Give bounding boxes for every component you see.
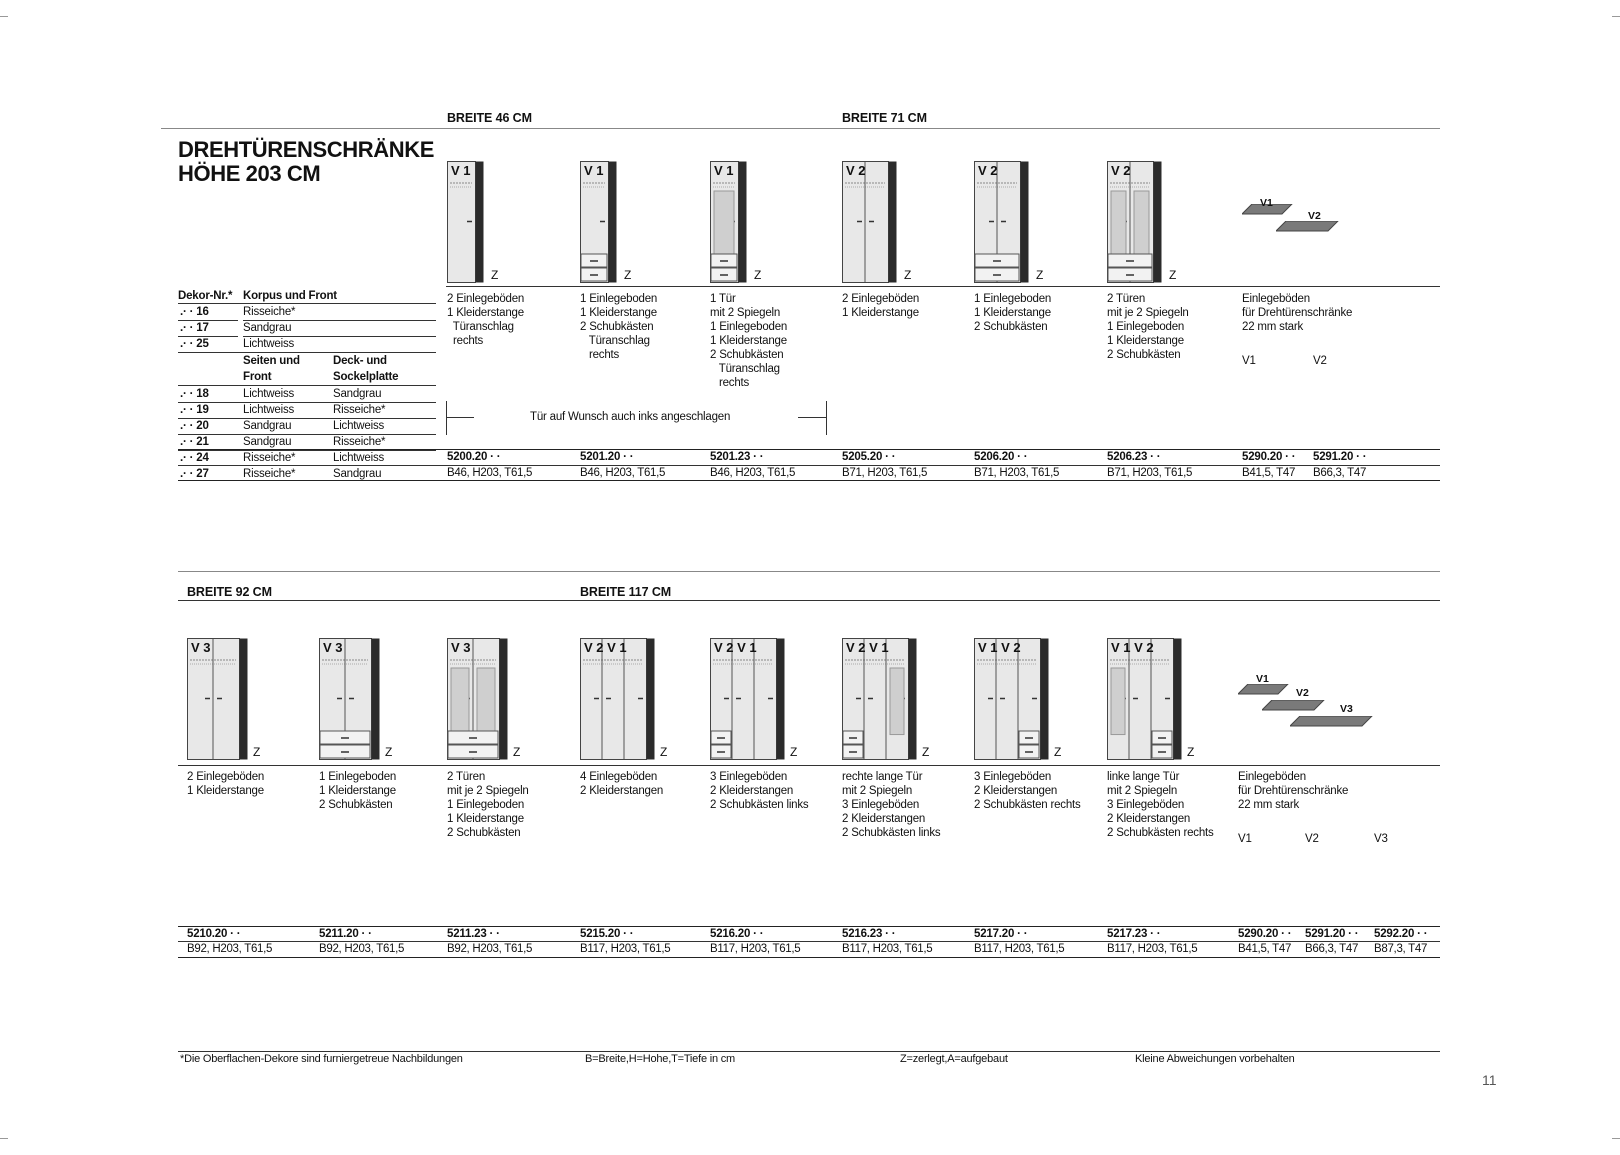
z-mark: Z <box>385 745 393 759</box>
description-line: 2 Kleiderstangen <box>842 813 926 825</box>
article-number: 5201.23 · · <box>710 451 764 463</box>
cabinet-v-label: V 2 V 1 <box>714 640 757 655</box>
description-line: 1 Tür <box>710 293 736 305</box>
wardrobe-illustration <box>580 161 628 284</box>
cabinet-side <box>647 639 655 760</box>
dekor-deck-sockel: Risseiche* <box>333 436 386 448</box>
shelf-variant-label: V3 <box>1374 833 1388 845</box>
dimensions: B71, H203, T61,5 <box>842 467 928 479</box>
dekor-number: .· · 24 <box>180 452 209 464</box>
description-line: 2 Kleiderstangen <box>1107 813 1191 825</box>
footer-divider <box>178 1051 1440 1052</box>
cabinet-side <box>777 639 785 760</box>
article-number: 5217.20 · · <box>974 928 1028 940</box>
divider <box>178 418 436 419</box>
wardrobe-illustration <box>710 161 758 284</box>
dekor-deck-sockel: Lichtweiss <box>333 452 385 464</box>
crop-mark <box>0 1138 8 1139</box>
description-line: 1 Kleiderstange <box>842 307 919 319</box>
article-number: 5211.23 · · <box>447 928 500 940</box>
dekor-deck-sockel: Risseiche* <box>333 404 386 416</box>
dimensions: B46, H203, T61,5 <box>710 467 796 479</box>
page-title: DREHTÜRENSCHRÄNKE HÖHE 203 CM <box>178 137 434 186</box>
description-line: 2 Schubkästen links <box>710 799 809 811</box>
z-mark: Z <box>513 745 521 759</box>
description-line: rechts <box>580 349 620 361</box>
bracket-left-line <box>446 417 474 418</box>
divider <box>161 128 1440 129</box>
item-description <box>447 770 529 840</box>
description-line: 22 mm stark <box>1242 321 1304 333</box>
cabinet-side <box>500 639 508 760</box>
breite-92-label: BREITE 92 CM <box>187 585 272 599</box>
description-line: 1 Kleiderstange <box>319 785 396 797</box>
cabinet-v-label: V 1 V 2 <box>1111 640 1154 655</box>
divider <box>178 434 436 435</box>
dekor-number: .· · 19 <box>180 404 209 416</box>
cabinet-v-label: V 2 <box>846 163 866 178</box>
description-line: Einlegeböden <box>1242 293 1310 305</box>
description-line: 3 Einlegeböden <box>842 799 920 811</box>
dekor-number: .· · 25 <box>180 338 209 350</box>
z-mark: Z <box>624 268 632 282</box>
mirror-panel <box>1111 668 1125 735</box>
item-description <box>1107 292 1189 362</box>
cabinet-v-label: V 3 <box>191 640 211 655</box>
description-line: 1 Einlegeboden <box>580 293 658 305</box>
shelf-variant-label: V1 <box>1238 833 1252 845</box>
mirror-panel <box>1111 191 1126 258</box>
dekor-side-front: Risseiche* <box>243 452 296 464</box>
divider <box>178 926 1440 927</box>
description-line: mit 2 Spiegeln <box>710 307 781 319</box>
item-description <box>580 770 663 798</box>
z-mark: Z <box>253 745 261 759</box>
wardrobe-illustration <box>974 161 1040 284</box>
shelf-description <box>1238 770 1348 812</box>
divider <box>178 765 1440 766</box>
divider <box>178 957 1440 958</box>
description-line: 2 Schubkästen <box>447 827 521 839</box>
item-description <box>710 770 808 812</box>
article-number: 5201.20 · · <box>580 451 634 463</box>
bracket-right <box>826 401 827 435</box>
divider <box>178 480 1440 481</box>
article-number: 5216.20 · · <box>710 928 764 940</box>
wardrobe-illustration <box>319 638 391 761</box>
description-line: 1 Kleiderstange <box>580 307 657 319</box>
cabinet-v-label: V 2 V 1 <box>846 640 889 655</box>
cabinet-v-label: V 2 <box>978 163 998 178</box>
dimensions: B46, H203, T61,5 <box>447 467 533 479</box>
description-line: 2 Türen <box>1107 293 1146 305</box>
dekor-side-front: Risseiche* <box>243 468 296 480</box>
description-line: Einlegeböden <box>1238 771 1306 783</box>
dekor-name: Sandgrau <box>243 322 292 334</box>
breite-71-label: BREITE 71 CM <box>842 111 927 125</box>
dimensions: B117, H203, T61,5 <box>842 943 933 955</box>
shelf-plate-shape <box>1238 684 1288 694</box>
cabinet-v-label: V 3 <box>451 640 471 655</box>
shelf-plate-shape <box>1290 716 1372 726</box>
mirror-panel <box>714 191 734 258</box>
shelf-plate-3 <box>1290 716 1382 730</box>
breite-117-label: BREITE 117 CM <box>580 585 672 599</box>
wardrobe-illustration <box>710 638 796 761</box>
article-number: 5210.20 · · <box>187 928 241 940</box>
divider <box>178 450 436 451</box>
description-line: 1 Einlegeboden <box>710 321 788 333</box>
description-line: Türanschlag <box>580 335 650 347</box>
divider <box>178 941 1440 942</box>
shelf-label-1: V1 <box>1256 673 1269 685</box>
mirror-panel <box>451 668 469 735</box>
dekor-subheader: Front <box>243 371 272 383</box>
bracket-right-line <box>798 417 826 418</box>
cabinet-v-label: V 3 <box>323 640 343 655</box>
cabinet-v-label: V 1 <box>451 163 471 178</box>
cabinet-v-label: V 2 <box>1111 163 1131 178</box>
divider <box>178 336 238 337</box>
cabinet-v-label: V 1 V 2 <box>978 640 1021 655</box>
cabinet-side <box>372 639 380 760</box>
dimensions: B66,3, T47 <box>1305 943 1359 955</box>
divider <box>243 336 436 337</box>
dimensions: B117, H203, T61,5 <box>974 943 1065 955</box>
dekor-number: .· · 16 <box>180 306 209 318</box>
description-line: für Drehtürenschränke <box>1238 785 1349 797</box>
article-number: 5215.20 · · <box>580 928 634 940</box>
z-mark: Z <box>1169 268 1177 282</box>
divider <box>178 320 238 321</box>
article-number: 5290.20 · · <box>1242 451 1296 463</box>
z-mark: Z <box>922 745 930 759</box>
footer-note-abbreviations: B=Breite,H=Hohe,T=Tiefe in cm <box>585 1053 735 1065</box>
dekor-subheader: Deck- und <box>333 355 387 367</box>
dekor-side-front: Lichtweiss <box>243 388 295 400</box>
description-line: 1 Kleiderstange <box>974 307 1051 319</box>
divider <box>178 352 436 353</box>
description-line: 22 mm stark <box>1238 799 1300 811</box>
description-line: 2 Schubkästen <box>974 321 1048 333</box>
description-line: 2 Einlegeböden <box>187 771 265 783</box>
wardrobe-illustration <box>447 638 519 761</box>
wardrobe-illustration <box>187 638 259 761</box>
description-line: Türanschlag <box>447 321 514 333</box>
article-number: 5205.20 · · <box>842 451 896 463</box>
article-number: 5216.23 · · <box>842 928 896 940</box>
wardrobe-illustration <box>842 161 908 284</box>
dimensions: B71, H203, T61,5 <box>1107 467 1193 479</box>
cabinet-v-label: V 1 <box>714 163 734 178</box>
dekor-name: Lichtweiss <box>243 338 295 350</box>
description-line: 3 Einlegeböden <box>710 771 788 783</box>
z-mark: Z <box>660 745 668 759</box>
z-mark: Z <box>790 745 798 759</box>
description-line: rechte lange Tür <box>842 771 923 783</box>
footer-note-zerlegt: Z=zerlegt,A=aufgebaut <box>900 1053 1008 1065</box>
divider <box>178 303 436 304</box>
dimensions: B117, H203, T61,5 <box>1107 943 1198 955</box>
description-line: 2 Kleiderstangen <box>974 785 1058 797</box>
shelf-variant-label: V2 <box>1313 355 1327 367</box>
description-line: 1 Kleiderstange <box>447 307 524 319</box>
dekor-number: .· · 17 <box>180 322 209 334</box>
dekor-number: .· · 21 <box>180 436 209 448</box>
article-number: 5206.20 · · <box>974 451 1028 463</box>
cabinet-side <box>476 162 484 283</box>
dekor-subheader: Sockelplatte <box>333 371 399 383</box>
shelf-label-2: V2 <box>1296 687 1309 699</box>
cabinet-front <box>581 639 647 760</box>
door-note: Tür auf Wunsch auch inks angeschlagen <box>530 411 731 423</box>
dekor-deck-sockel: Sandgrau <box>333 388 382 400</box>
mirror-panel <box>1134 191 1149 258</box>
article-number: 5290.20 · · <box>1238 928 1292 940</box>
z-mark: Z <box>904 268 912 282</box>
wardrobe-illustration <box>974 638 1060 761</box>
footer-note-abweichungen: Kleine Abweichungen vorbehalten <box>1135 1053 1295 1065</box>
cabinet-side <box>739 162 747 283</box>
shelf-plate-shape <box>1262 700 1324 710</box>
bracket-left <box>446 401 447 435</box>
item-description <box>974 292 1051 334</box>
divider <box>178 402 436 403</box>
cabinet-side <box>1041 639 1049 760</box>
description-line: 2 Einlegeböden <box>842 293 920 305</box>
mirror-panel <box>890 668 904 735</box>
description-line: rechts <box>447 335 484 347</box>
wardrobe-illustration <box>842 638 928 761</box>
divider <box>178 600 1440 601</box>
description-line: 1 Einlegeboden <box>319 771 397 783</box>
divider <box>178 385 436 386</box>
divider <box>178 449 1440 450</box>
dekor-side-front: Sandgrau <box>243 436 292 448</box>
article-number: 5291.20 · · <box>1313 451 1367 463</box>
description-line: 4 Einlegeböden <box>580 771 658 783</box>
dimensions: B117, H203, T61,5 <box>580 943 671 955</box>
shelf-variant-label: V1 <box>1242 355 1256 367</box>
description-line: 2 Schubkästen links <box>842 827 941 839</box>
divider <box>178 571 1440 572</box>
divider <box>178 465 1440 466</box>
page-number: 11 <box>1482 1072 1497 1088</box>
description-line: 1 Kleiderstange <box>710 335 787 347</box>
dimensions: B71, H203, T61,5 <box>974 467 1060 479</box>
z-mark: Z <box>1036 268 1044 282</box>
shelf-plate-2 <box>1262 700 1334 714</box>
description-line: mit je 2 Spiegeln <box>447 785 529 797</box>
dimensions: B92, H203, T61,5 <box>447 943 533 955</box>
description-line: 2 Kleiderstangen <box>580 785 664 797</box>
dekor-number: .· · 20 <box>180 420 209 432</box>
dimensions: B41,5, T47 <box>1242 467 1296 479</box>
description-line: rechts <box>710 377 750 389</box>
dekor-side-front: Lichtweiss <box>243 404 295 416</box>
description-line: 3 Einlegeböden <box>1107 799 1185 811</box>
cabinet-side <box>240 639 248 760</box>
shelf-variant-label: V2 <box>1305 833 1319 845</box>
description-line: 2 Schubkästen rechts <box>974 799 1081 811</box>
description-line: 1 Einlegeboden <box>974 293 1052 305</box>
divider <box>446 286 1440 287</box>
article-number: 5217.23 · · <box>1107 928 1161 940</box>
dekor-deck-sockel: Lichtweiss <box>333 420 385 432</box>
cabinet-side <box>1021 162 1029 283</box>
dekor-header-nr: Dekor-Nr.* <box>178 290 233 302</box>
cabinet-side <box>609 162 617 283</box>
cabinet-side <box>909 639 917 760</box>
description-line: 2 Schubkästen <box>710 349 784 361</box>
article-number: 5291.20 · · <box>1305 928 1359 940</box>
divider <box>243 320 436 321</box>
crop-mark <box>0 16 8 17</box>
description-line: für Drehtürenschränke <box>1242 307 1353 319</box>
dekor-number: .· · 27 <box>180 468 209 480</box>
footer-note-dekore: *Die Oberflachen-Dekore sind furniergetreue Nachbildungen <box>180 1053 463 1065</box>
description-line: 1 Einlegeboden <box>447 799 525 811</box>
shelf-plate-2 <box>1276 221 1348 235</box>
shelf-description <box>1242 292 1352 334</box>
description-line: mit 2 Spiegeln <box>1107 785 1178 797</box>
description-line: Türanschlag <box>710 363 780 375</box>
article-number: 5206.23 · · <box>1107 451 1161 463</box>
dekor-name: Risseiche* <box>243 306 296 318</box>
cabinet-v-label: V 1 <box>584 163 604 178</box>
item-description <box>187 770 264 798</box>
wardrobe-illustration <box>1107 638 1193 761</box>
item-description <box>447 292 524 348</box>
description-line: 1 Einlegeboden <box>1107 321 1185 333</box>
description-line: 2 Türen <box>447 771 486 783</box>
shelf-plate-shape <box>1276 221 1338 231</box>
shelf-label-1: V1 <box>1260 197 1273 209</box>
description-line: 2 Schubkästen <box>580 321 654 333</box>
dekor-side-front: Sandgrau <box>243 420 292 432</box>
shelf-plate-1 <box>1238 684 1298 698</box>
mirror-panel <box>477 668 495 735</box>
wardrobe-illustration <box>447 161 495 284</box>
dimensions: B92, H203, T61,5 <box>319 943 405 955</box>
z-mark: Z <box>754 268 762 282</box>
description-line: 2 Einlegeböden <box>447 293 525 305</box>
description-line: 2 Schubkästen <box>319 799 393 811</box>
article-number: 5292.20 · · <box>1374 928 1428 940</box>
description-line: 2 Schubkästen <box>1107 349 1181 361</box>
crop-mark <box>1612 16 1620 17</box>
cabinet-side <box>1154 162 1162 283</box>
dimensions: B117, H203, T61,5 <box>710 943 801 955</box>
z-mark: Z <box>1187 745 1195 759</box>
dimensions: B87,3, T47 <box>1374 943 1428 955</box>
shelf-label-3: V3 <box>1340 703 1353 715</box>
item-description <box>842 292 919 320</box>
dekor-subheader: Seiten und <box>243 355 300 367</box>
description-line: 1 Kleiderstange <box>187 785 264 797</box>
item-description <box>842 770 940 840</box>
description-line: mit 2 Spiegeln <box>842 785 913 797</box>
wardrobe-illustration <box>580 638 666 761</box>
article-number: 5200.20 · · <box>447 451 501 463</box>
item-description <box>710 292 787 390</box>
item-description <box>319 770 396 812</box>
dimensions: B46, H203, T61,5 <box>580 467 666 479</box>
z-mark: Z <box>1054 745 1062 759</box>
description-line: 2 Kleiderstangen <box>710 785 794 797</box>
crop-mark <box>1612 1138 1620 1139</box>
dimensions: B66,3, T47 <box>1313 467 1367 479</box>
description-line: linke lange Tür <box>1107 771 1180 783</box>
z-mark: Z <box>491 268 499 282</box>
dekor-number: .· · 18 <box>180 388 209 400</box>
description-line: 3 Einlegeböden <box>974 771 1052 783</box>
item-description <box>974 770 1081 812</box>
item-description <box>580 292 657 362</box>
description-line: 1 Kleiderstange <box>1107 335 1184 347</box>
wardrobe-illustration <box>1107 161 1173 284</box>
cabinet-side <box>1174 639 1182 760</box>
description-line: mit je 2 Spiegeln <box>1107 307 1189 319</box>
description-line: 2 Schubkästen rechts <box>1107 827 1214 839</box>
item-description <box>1107 770 1214 840</box>
cabinet-v-label: V 2 V 1 <box>584 640 627 655</box>
dekor-header-korpus: Korpus und Front <box>243 290 337 302</box>
dekor-deck-sockel: Sandgrau <box>333 468 382 480</box>
article-number: 5211.20 · · <box>319 928 372 940</box>
shelf-label-2: V2 <box>1308 210 1321 222</box>
dimensions: B41,5, T47 <box>1238 943 1292 955</box>
cabinet-side <box>889 162 897 283</box>
description-line: 1 Kleiderstange <box>447 813 524 825</box>
breite-46-label: BREITE 46 CM <box>447 111 532 125</box>
dimensions: B92, H203, T61,5 <box>187 943 273 955</box>
